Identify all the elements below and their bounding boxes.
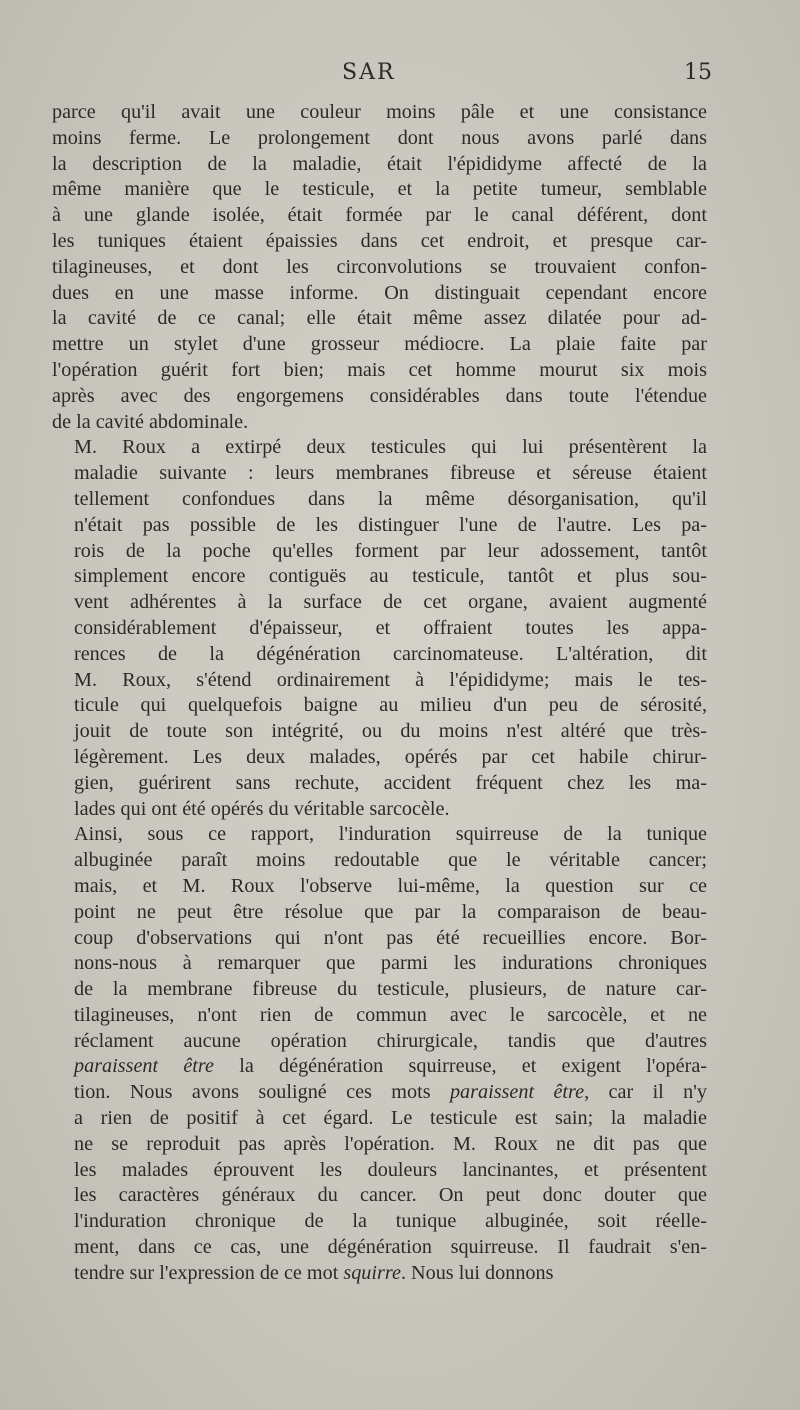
text-line: ne se reproduit pas après l'opération. M. Roux ne dit pas que (74, 1132, 707, 1155)
text-line: moins ferme. Le prolongement dont nous avons parlé dans (52, 126, 707, 149)
text-line: a rien de positif à cet égard. Le testicule est sain; la maladie (74, 1107, 707, 1130)
paragraph (52, 822, 707, 1286)
text-line: M. Roux a extirpé deux testicules qui lui présentèrent la (74, 436, 707, 459)
text-line: mais, et M. Roux l'observe lui-même, la question sur ce (74, 874, 707, 897)
text-line: paraissent être la dégénération squirreuse, et exigent l'opéra- (74, 1055, 707, 1078)
text-line: vent adhérentes à la surface de cet organe, avaient augmenté (74, 591, 707, 614)
text-line: point ne peut être résolue que par la comparaison de beau- (74, 900, 707, 923)
paragraph (52, 100, 707, 435)
text-line: ticule qui quelquefois baigne au milieu d'un peu de sérosité, (74, 694, 707, 717)
text-line: de la cavité abdominale. (52, 410, 249, 433)
text-line: la cavité de ce canal; elle était même assez dilatée pour ad- (52, 307, 707, 330)
text-line: M. Roux, s'étend ordinairement à l'épididyme; mais le tes- (74, 668, 707, 691)
text-line: les tuniques étaient épaissies dans cet endroit, et presque car- (52, 229, 707, 252)
text-line: mettre un stylet d'une grosseur médiocre. La plaie faite par (52, 333, 707, 356)
text-line: réclament aucune opération chirurgicale, tandis que d'autres (74, 1029, 707, 1052)
text-line: parce qu'il avait une couleur moins pâle et une consistance (52, 101, 707, 123)
text-line: les malades éprouvent les douleurs lancinantes, et présentent (74, 1158, 707, 1181)
text-line: tion. Nous avons souligné ces mots paraissent être, car il n'y (74, 1081, 708, 1104)
page-number: 15 (684, 60, 712, 85)
page-header (52, 60, 712, 100)
body-text (52, 100, 707, 1287)
text-line: Ainsi, sous ce rapport, l'induration squirreuse de la tunique (74, 823, 707, 846)
text-line: tilagineuses, et dont les circonvolutions se trouvaient confon- (52, 255, 707, 278)
text-line: rois de la poche qu'elles forment par leur adossement, tantôt (74, 539, 707, 562)
text-line: à une glande isolée, était formée par le canal déférent, dont (52, 204, 707, 227)
text-line: même manière que le testicule, et la petite tumeur, semblable (52, 178, 707, 201)
text-line: l'opération guérit fort bien; mais cet homme mourut six mois (52, 358, 707, 381)
running-head: SAR (342, 60, 396, 85)
text-line: maladie suivante : leurs membranes fibreuse et séreuse étaient (74, 462, 707, 485)
text-line: tendre sur l'expression de ce mot squirre. Nous lui donnons (74, 1261, 554, 1284)
text-line: simplement encore contiguës au testicule, tantôt et plus sou- (74, 565, 707, 588)
text-line: la description de la maladie, était l'épididyme affecté de la (52, 152, 707, 175)
text-line: légèrement. Les deux malades, opérés par cet habile chirur- (74, 745, 707, 768)
text-line: tilagineuses, n'ont rien de commun avec le sarcocèle, et ne (74, 1003, 707, 1026)
text-line: les caractères généraux du cancer. On peut donc douter que (74, 1184, 707, 1207)
text-line: albuginée paraît moins redoutable que le véritable cancer; (74, 849, 707, 872)
text-line: gien, guérirent sans rechute, accident fréquent chez les ma- (74, 771, 707, 794)
text-line: considérablement d'épaisseur, et offraient toutes les appa- (74, 616, 707, 639)
text-line: nons-nous à remarquer que parmi les indurations chroniques (74, 952, 707, 975)
text-line: dues en une masse informe. On distinguait cependant encore (52, 281, 707, 304)
paragraph (52, 435, 707, 822)
text-line: n'était pas possible de les distinguer l'une de l'autre. Les pa- (74, 513, 707, 536)
text-line: de la membrane fibreuse du testicule, plusieurs, de nature car- (74, 978, 707, 1001)
text-line: rences de la dégénération carcinomateuse. L'altération, dit (74, 642, 707, 665)
text-line: lades qui ont été opérés du véritable sarcocèle. (74, 797, 450, 820)
text-line: coup d'observations qui n'ont pas été recueillies encore. Bor- (74, 926, 707, 949)
text-line: tellement confondues dans la même désorganisation, qu'il (74, 487, 707, 510)
text-line: jouit de toute son intégrité, ou du moins n'est altéré que très- (74, 720, 707, 743)
text-line: après avec des engorgemens considérables dans toute l'étendue (52, 384, 707, 407)
text-line: l'induration chronique de la tunique albuginée, soit réelle- (74, 1210, 707, 1233)
text-line: ment, dans ce cas, une dégénération squirreuse. Il faudrait s'en- (74, 1236, 707, 1259)
